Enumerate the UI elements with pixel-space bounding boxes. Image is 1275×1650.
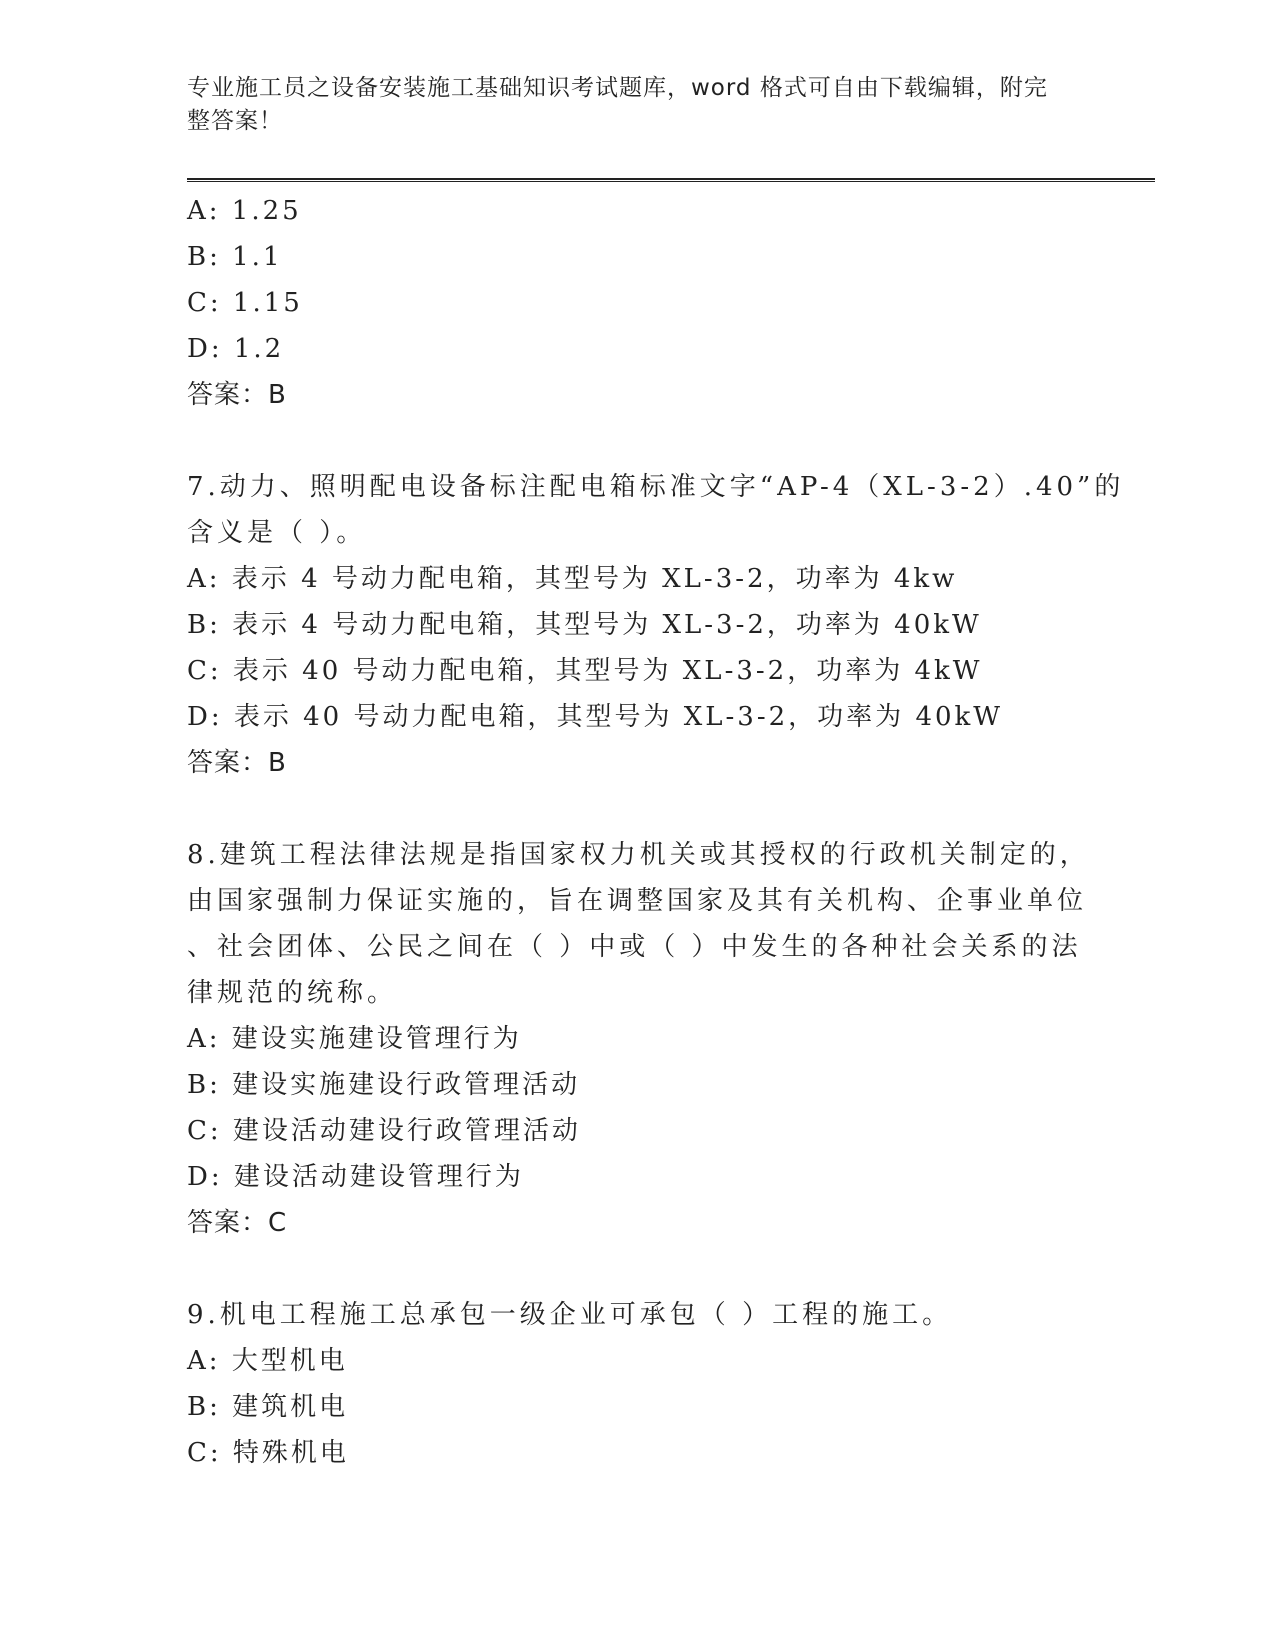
- question-block-6: [187, 188, 1087, 418]
- document-body: [187, 188, 1125, 1476]
- question-stem-line: 8.建筑工程法律法规是指国家权力机关或其授权的行政机关制定的，: [187, 840, 1090, 870]
- option-c: C: 建设活动建设行政管理活动: [187, 1116, 581, 1146]
- answer-line: 答案：C: [187, 1208, 288, 1238]
- header-title-line-1: 专业施工员之设备安装施工基础知识考试题库，word 格式可自由下载编辑，附完: [187, 75, 1048, 101]
- option-a: A: 表示 4 号动力配电箱，其型号为 XL-3-2，功率为 4kw: [187, 564, 958, 594]
- option-c: C: 特殊机电: [187, 1438, 349, 1468]
- question-block-7: [187, 464, 1125, 786]
- page-header: [187, 72, 1067, 138]
- option-a: A: 建设实施建设管理行为: [187, 1024, 522, 1054]
- option-a: A: 大型机电: [187, 1346, 348, 1376]
- question-stem-line: 9.机电工程施工总承包一级企业可承包（ ）工程的施工。: [187, 1300, 953, 1330]
- header-divider: [187, 178, 1155, 182]
- question-stem-line: 律规范的统称。: [187, 978, 398, 1008]
- option-d: D: 1.2: [187, 334, 285, 364]
- option-d: D: 建设活动建设管理行为: [187, 1162, 524, 1192]
- header-title-line-2: 整答案！: [187, 108, 283, 134]
- question-stem-line: 、社会团体、公民之间在（ ）中或（ ）中发生的各种社会关系的法: [187, 932, 1082, 962]
- question-stem-line: 7.动力、照明配电设备标注配电箱标准文字“AP-4（XL-3-2）.40”的: [187, 472, 1125, 502]
- option-a: A: 1.25: [187, 196, 302, 226]
- answer-line: 答案：B: [187, 748, 287, 778]
- question-stem: [187, 1292, 1087, 1338]
- question-stem-line: 由国家强制力保证实施的，旨在调整国家及其有关机构、企事业单位: [187, 886, 1088, 916]
- option-b: B: 建设实施建设行政管理活动: [187, 1070, 581, 1100]
- option-d: D: 表示 40 号动力配电箱，其型号为 XL-3-2，功率为 40kW: [187, 702, 1004, 732]
- question-stem-line: 含义是（ ）。: [187, 518, 367, 548]
- option-c: C: 1.15: [187, 288, 303, 318]
- question-stem: [187, 832, 1090, 1016]
- option-b: B: 1.1: [187, 242, 283, 272]
- question-block-9: [187, 1292, 1087, 1476]
- answer-line: 答案：B: [187, 380, 287, 410]
- question-block-8: [187, 832, 1090, 1246]
- option-b: B: 表示 4 号动力配电箱，其型号为 XL-3-2，功率为 40kW: [187, 610, 982, 640]
- option-c: C: 表示 40 号动力配电箱，其型号为 XL-3-2，功率为 4kW: [187, 656, 983, 686]
- question-stem: [187, 464, 1125, 556]
- option-b: B: 建筑机电: [187, 1392, 349, 1422]
